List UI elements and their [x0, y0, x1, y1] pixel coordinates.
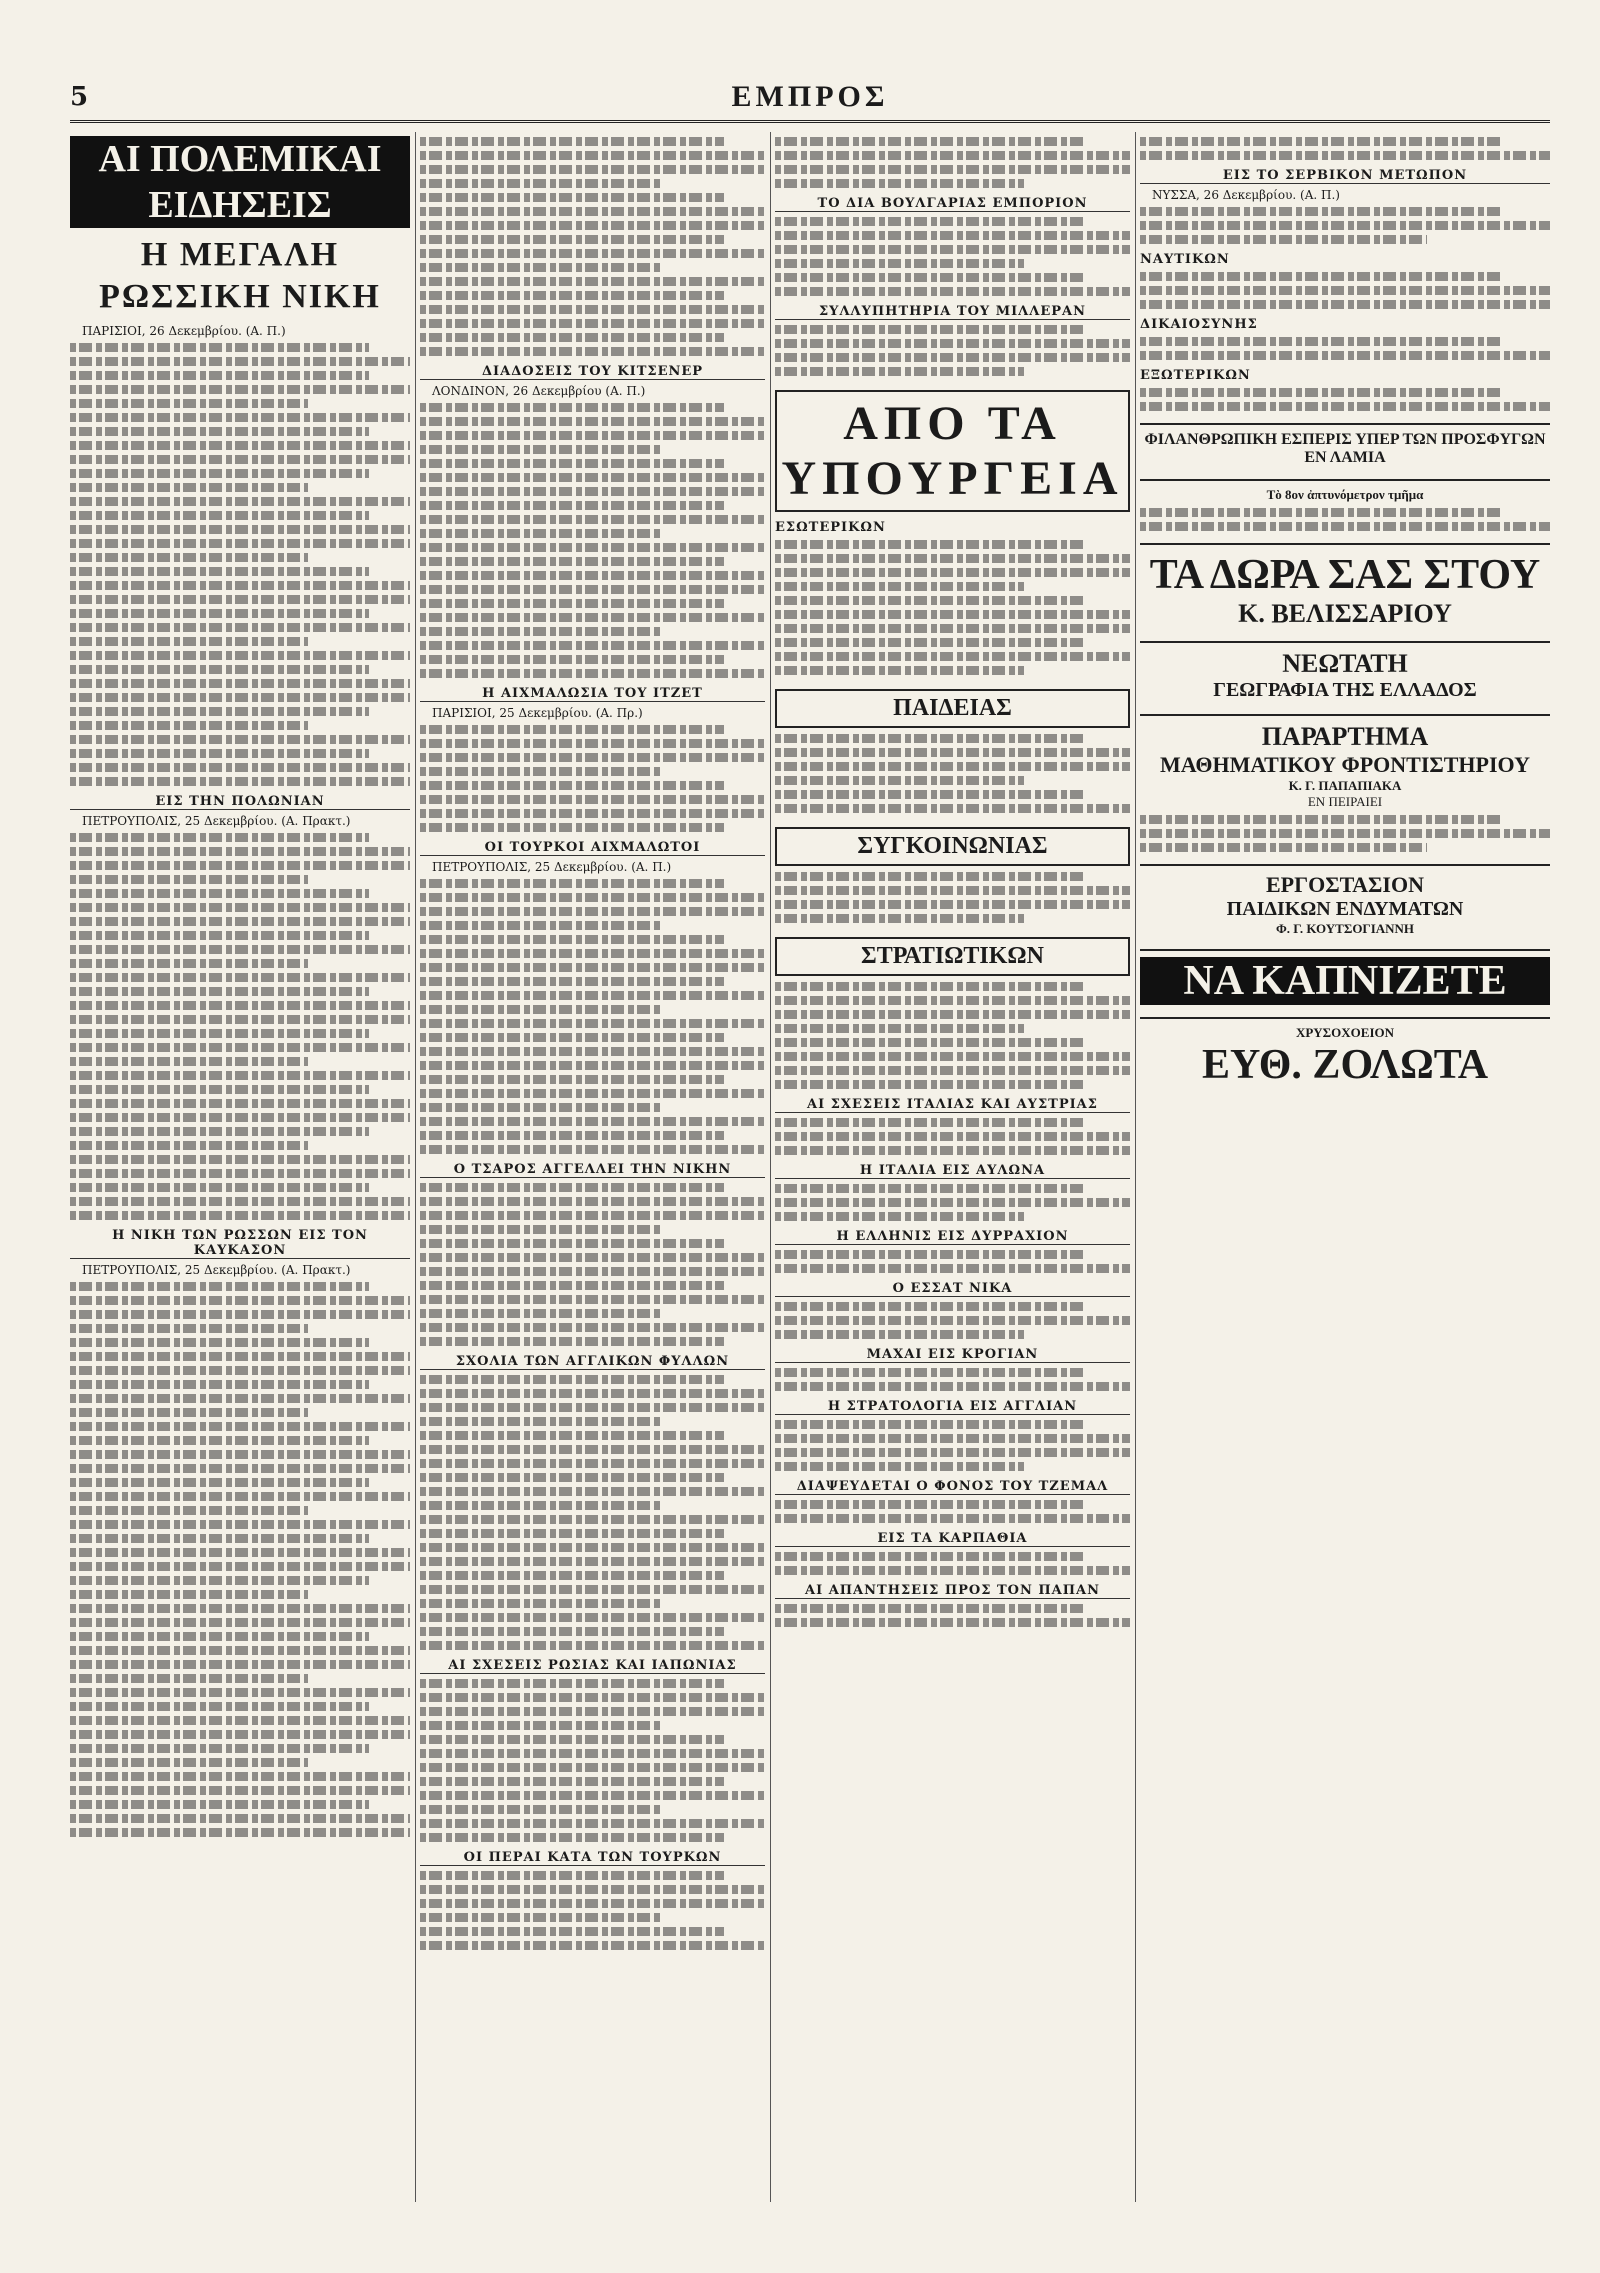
advert-subline: ΠΑΙΔΙΚΩΝ ΕΝΔΥΜΑΤΩΝ — [1226, 898, 1464, 920]
dateline: ΠΕΤΡΟΥΠΟΛΙΣ, 25 Δεκεμβρίου. (Α. Πρακτ.) — [82, 1263, 351, 1277]
advert-cadastre — [1140, 479, 1550, 531]
section-heading: Η ΝΙΚΗ ΤΩΝ ΡΩΣΣΩΝ ΕΙΣ ΤΟΝ ΚΑΥΚΑΣΟΝ — [70, 1228, 410, 1259]
section-heading: ΜΑΧΑΙ ΕΙΣ ΚΡΟΓΙΑΝ — [775, 1347, 1130, 1363]
section-heading: ΕΙΣ ΤΟ ΣΕΡΒΙΚΟΝ ΜΕΤΩΠΟΝ — [1140, 168, 1550, 184]
section-heading: Η ΑΙΧΜΑΛΩΣΙΑ ΤΟΥ ΙΤΖΕΤ — [420, 686, 765, 702]
ministries-header: ΑΠΟ ΤΑ ΥΠΟΥΡΓΕΙΑ — [775, 390, 1130, 512]
advert-location: ΕΝ ΠΕΙΡΑΙΕΙ — [1307, 794, 1383, 809]
column-divider — [415, 132, 416, 2202]
advert-name: Φ. Γ. ΚΟΥΤΣΟΓΙΑΝΝΗ — [1275, 921, 1415, 936]
main-headline: ΑΙ ΠΟΛΕΜΙΚΑΙ ΕΙΔΗΣΕΙΣ — [70, 136, 410, 228]
column-1 — [70, 132, 410, 2202]
ministry-heading: ΠΑΙΔΕΙΑΣ — [775, 689, 1130, 728]
advert-headline: ΝΑ ΚΑΠΝΙΖΕΤΕ — [1140, 957, 1550, 1005]
advert-subline: ΧΡΥΣΟΧΟΕΙΟΝ — [1295, 1025, 1395, 1040]
advert-headline: ΝΕΩΤΑΤΗ — [1282, 649, 1408, 678]
dateline: ΠΕΤΡΟΥΠΟΛΙΣ, 25 Δεκεμβρίου. (Α. Πρακτ.) — [82, 814, 351, 828]
charity-banner-text: ΦΙΛΑΝΘΡΩΠΙΚΗ ΕΣΠΕΡΙΣ ΥΠΕΡ ΤΩΝ ΠΡΟΣΦΥΓΩΝ ΕΝ ΛΑΜΙΑ — [1144, 431, 1546, 466]
advert-geography — [1140, 641, 1550, 702]
dateline: ΠΕΤΡΟΥΠΟΛΙΣ, 25 Δεκεμβρίου. (Α. Π.) — [432, 860, 672, 874]
dateline: ΛΟΝΔΙΝΟΝ, 26 Δεκεμβρίου (Α. Π.) — [432, 384, 646, 398]
dateline: ΠΑΡΙΣΙΟΙ, 26 Δεκεμβρίου. (Α. Π.) — [82, 324, 286, 338]
section-heading: ΤΟ ΔΙΑ ΒΟΥΛΓΑΡΙΑΣ ΕΜΠΟΡΙΟΝ — [775, 196, 1130, 212]
column-3 — [775, 132, 1130, 2202]
ministry-heading: ΕΣΩΤΕΡΙΚΩΝ — [775, 520, 886, 535]
ministry-heading: ΕΞΩΤΕΡΙΚΩΝ — [1140, 368, 1251, 383]
section-heading: ΑΙ ΑΠΑΝΤΗΣΕΙΣ ΠΡΟΣ ΤΟΝ ΠΑΠΑΝ — [775, 1583, 1130, 1599]
section-heading: ΑΙ ΣΧΕΣΕΙΣ ΡΩΣΙΑΣ ΚΑΙ ΙΑΠΩΝΙΑΣ — [420, 1658, 765, 1674]
page-number: 5 — [70, 82, 89, 112]
section-heading: Η ΣΤΡΑΤΟΛΟΓΙΑ ΕΙΣ ΑΓΓΛΙΑΝ — [775, 1399, 1130, 1415]
section-heading: ΔΙΑΔΟΣΕΙΣ ΤΟΥ ΚΙΤΣΕΝΕΡ — [420, 364, 765, 380]
ministry-heading: ΣΤΡΑΤΙΩΤΙΚΩΝ — [775, 937, 1130, 976]
advert-headline: ΤΑ ΔΩΡΑ ΣΑΣ ΣΤΟΥ — [1149, 552, 1541, 598]
section-heading: ΕΙΣ ΤΑ ΚΑΡΠΑΘΙΑ — [775, 1531, 1130, 1547]
masthead — [70, 80, 1550, 123]
dateline: ΝΥΣΣΑ, 26 Δεκεμβρίου. (Α. Π.) — [1152, 188, 1340, 202]
sub-headline: Η ΜΕΓΑΛΗ ΡΩΣΣΙΚΗ ΝΙΚΗ — [99, 236, 381, 315]
section-heading: ΑΙ ΣΧΕΣΕΙΣ ΙΤΑΛΙΑΣ ΚΑΙ ΑΥΣΤΡΙΑΣ — [775, 1097, 1130, 1113]
advert-subline: ΜΑΘΗΜΑΤΙΚΟΥ ΦΡΟΝΤΙΣΤΗΡΙΟΥ — [1160, 752, 1530, 777]
advert-title: Τὸ 8ον ἀπτυνόμετρον τμῆμα — [1266, 487, 1424, 502]
section-heading: Ο ΤΣΑΡΟΣ ΑΓΓΕΛΛΕΙ ΤΗΝ ΝΙΚΗΝ — [420, 1162, 765, 1178]
section-heading: Ο ΕΣΣΑΤ ΝΙΚΑ — [775, 1281, 1130, 1297]
ministry-heading: ΔΙΚΑΙΟΣΥΝΗΣ — [1140, 317, 1258, 332]
section-heading: ΔΙΑΨΕΥΔΕΤΑΙ Ο ΦΟΝΟΣ ΤΟΥ ΤΖΕΜΑΛ — [775, 1479, 1130, 1495]
column-4 — [1140, 132, 1550, 2202]
section-heading: ΣΥΛΛΥΠΗΤΗΡΙΑ ΤΟΥ ΜΙΛΛΕΡΑΝ — [775, 304, 1130, 320]
section-heading: Η ΙΤΑΛΙΑ ΕΙΣ ΑΥΛΩΝΑ — [775, 1163, 1130, 1179]
advert-vellisariou — [1140, 543, 1550, 629]
charity-banner — [1140, 423, 1550, 467]
advert-name: Κ. Γ. ΠΑΠΑΠΙΑΚΑ — [1288, 778, 1402, 793]
paper-name: ΕΜΠΡΟΣ — [731, 80, 889, 113]
advert-smoke — [1140, 949, 1550, 1005]
advert-math-school — [1140, 714, 1550, 852]
advert-name: Κ. ΒΕΛΙΣΣΑΡΙΟΥ — [1238, 599, 1452, 628]
column-divider — [1135, 132, 1136, 2202]
section-heading: ΣΧΟΛΙΑ ΤΩΝ ΑΓΓΛΙΚΩΝ ΦΥΛΛΩΝ — [420, 1354, 765, 1370]
column-divider — [770, 132, 771, 2202]
advert-childrens-clothing — [1140, 864, 1550, 937]
section-heading: Η ΕΛΛΗΝΙΣ ΕΙΣ ΔΥΡΡΑΧΙΟΝ — [775, 1229, 1130, 1245]
advert-subline: ΓΕΩΓΡΑΦΙΑ ΤΗΣ ΕΛΛΑΔΟΣ — [1213, 679, 1477, 701]
advert-headline: ΕΡΓΟΣΤΑΣΙΟΝ — [1266, 872, 1424, 897]
section-heading: ΟΙ ΤΟΥΡΚΟΙ ΑΙΧΜΑΛΩΤΟΙ — [420, 840, 765, 856]
dateline: ΠΑΡΙΣΙΟΙ, 25 Δεκεμβρίου. (Α. Πρ.) — [432, 706, 643, 720]
column-2 — [420, 132, 765, 2202]
ministry-heading: ΝΑΥΤΙΚΩΝ — [1140, 252, 1230, 267]
section-heading: ΕΙΣ ΤΗΝ ΠΟΛΩΝΙΑΝ — [70, 794, 410, 810]
section-heading: ΟΙ ΠΕΡΑΙ ΚΑΤΑ ΤΩΝ ΤΟΥΡΚΩΝ — [420, 1850, 765, 1866]
ministry-heading: ΣΥΓΚΟΙΝΩΝΙΑΣ — [775, 827, 1130, 866]
advert-jeweler — [1140, 1017, 1550, 1089]
advert-headline: ΠΑΡΑΡΤΗΜΑ — [1261, 722, 1429, 751]
advert-name: ΕΥΘ. ΖΟΛΩΤΑ — [1201, 1042, 1489, 1088]
